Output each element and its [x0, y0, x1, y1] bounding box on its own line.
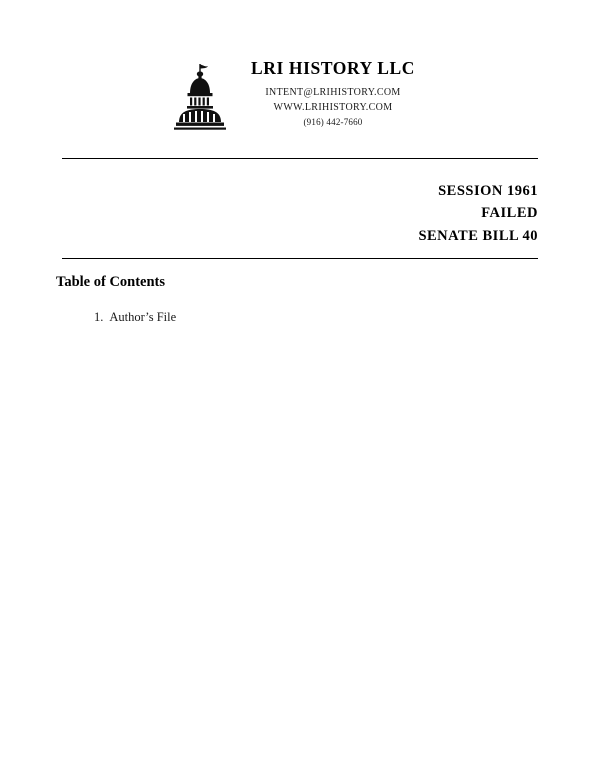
page-title: Table of Contents	[56, 274, 166, 290]
capitol-dome-icon	[170, 62, 230, 134]
logo-container	[155, 58, 245, 134]
divider-top	[62, 158, 538, 159]
company-email: INTENT@LRIHISTORY.COM	[265, 87, 401, 98]
letterhead	[62, 58, 538, 134]
session-year: SESSION 1961	[438, 183, 538, 199]
toc-item-label: Author’s File	[109, 310, 177, 324]
divider-bottom	[62, 258, 538, 259]
toc-list	[56, 307, 538, 327]
company-website: WWW.LRIHISTORY.COM	[273, 102, 393, 113]
letterhead-text	[245, 58, 445, 131]
session-block	[62, 180, 538, 247]
toc-item-number: 1.	[94, 310, 104, 324]
bill-number: SENATE BILL 40	[418, 227, 538, 244]
bill-status: FAILED	[481, 205, 538, 222]
table-of-contents	[56, 274, 538, 327]
company-phone: (916) 442-7660	[303, 117, 363, 127]
list-item	[94, 307, 538, 327]
company-name: LRI HISTORY LLC	[251, 58, 415, 78]
